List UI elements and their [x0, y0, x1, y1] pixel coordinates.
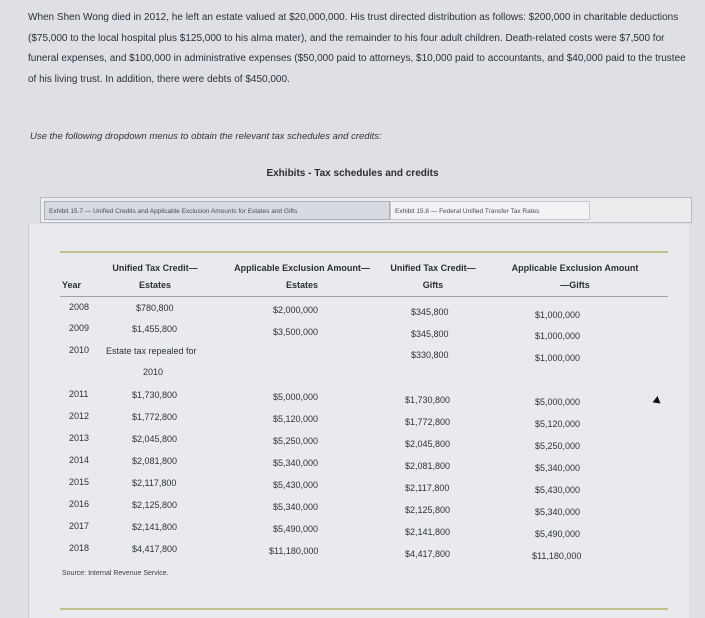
- table-cell-credit-estates: $4,417,800: [132, 544, 178, 554]
- table-cell-credit-gifts: $345,800: [411, 307, 449, 317]
- table-cell-exclusion-gifts: $5,000,000: [535, 397, 581, 407]
- table-cell-credit-estates-continued: 2010: [143, 367, 164, 377]
- table-cell-credit-estates: $2,117,800: [132, 478, 177, 488]
- table-cell-year: 2010: [69, 345, 90, 355]
- table-header-rule: [60, 296, 668, 297]
- table-cell-credit-gifts: $1,730,800: [405, 395, 451, 405]
- table-source-note: Source: Internal Revenue Service.: [62, 570, 169, 577]
- instruction-text: Use the following dropdown menus to obtain the relevant tax schedules and credits:: [30, 131, 382, 142]
- table-cell-exclusion-gifts: $5,340,000: [535, 507, 581, 517]
- header-exclusion-estates-line2: Estates: [285, 280, 319, 290]
- table-cell-credit-estates: $1,730,800: [132, 390, 178, 400]
- tab-exhibit-15-8[interactable]: Exhibit 15.8 — Federal Unified Transfer Tax Rates: [390, 201, 590, 220]
- header-year: Year: [62, 280, 82, 290]
- table-cell-credit-gifts: $2,045,800: [405, 439, 451, 449]
- table-cell-credit-gifts: $345,800: [411, 329, 449, 339]
- table-cell-exclusion-gifts: $5,490,000: [535, 529, 581, 539]
- table-top-rule: [60, 251, 668, 253]
- table-cell-exclusion-gifts: $5,430,000: [535, 485, 581, 495]
- table-cell-credit-gifts: $4,417,800: [405, 549, 451, 559]
- header-exclusion-gifts-line2: —Gifts: [560, 280, 590, 290]
- table-cell-exclusion-gifts: $1,000,000: [535, 331, 581, 341]
- header-credit-gifts-line2: Gifts: [422, 280, 444, 290]
- mouse-cursor-icon: [653, 395, 662, 403]
- table-cell-credit-gifts: $330,800: [411, 350, 449, 360]
- header-exclusion-estates-line1: Applicable Exclusion Amount—: [234, 263, 370, 273]
- table-cell-credit-gifts: $2,081,800: [405, 461, 451, 471]
- table-cell-year: 2015: [69, 477, 90, 487]
- table-cell-exclusion-gifts: $11,180,000: [532, 551, 582, 561]
- table-cell-credit-estates: $2,141,800: [132, 522, 178, 532]
- table-cell-exclusion-estates: $5,250,000: [273, 436, 319, 446]
- table-cell-year: 2014: [69, 455, 90, 465]
- table-cell-year: 2009: [69, 323, 90, 333]
- table-cell-exclusion-gifts: $1,000,000: [535, 353, 581, 363]
- tab-exhibit-15-7[interactable]: Exhibit 15.7 — Unified Credits and Applicable Exclusion Amounts for Estates and Gifts: [44, 201, 390, 220]
- table-cell-credit-gifts: $2,141,800: [405, 527, 451, 537]
- table-cell-exclusion-gifts: $5,250,000: [535, 441, 581, 451]
- table-cell-year: 2018: [69, 543, 90, 553]
- table-cell-exclusion-estates: $11,180,000: [269, 546, 319, 556]
- exhibit-tabs: [40, 197, 692, 223]
- table-cell-exclusion-estates: $2,000,000: [273, 305, 319, 315]
- table-cell-credit-estates: $2,125,800: [132, 500, 178, 510]
- table-cell-exclusion-estates: $5,340,000: [273, 458, 319, 468]
- table-cell-year: 2013: [69, 433, 90, 443]
- table-cell-exclusion-estates: $5,000,000: [273, 392, 319, 402]
- table-cell-exclusion-gifts: $5,120,000: [535, 419, 581, 429]
- table-cell-credit-estates: $1,455,800: [132, 324, 178, 334]
- table-cell-credit-estates: $2,045,800: [132, 434, 178, 444]
- table-cell-exclusion-estates: $5,430,000: [273, 480, 319, 490]
- header-credit-estates-line1: Unified Tax Credit—: [112, 263, 198, 273]
- table-cell-year: 2016: [69, 499, 90, 509]
- table-cell-credit-gifts: $2,125,800: [405, 505, 451, 515]
- table-cell-credit-estates: $2,081,800: [132, 456, 178, 466]
- table-cell-credit-estates: $1,772,800: [132, 412, 178, 422]
- table-cell-credit-gifts: $1,772,800: [405, 417, 451, 427]
- header-exclusion-gifts-line1: Applicable Exclusion Amount: [511, 263, 639, 273]
- table-cell-exclusion-estates: $5,490,000: [273, 524, 319, 534]
- header-credit-gifts-line1: Unified Tax Credit—: [390, 263, 476, 273]
- table-cell-credit-estates: $780,800: [136, 303, 174, 313]
- exhibit-panel: [28, 224, 689, 618]
- exhibits-title: Exhibits - Tax schedules and credits: [266, 168, 439, 179]
- table-cell-exclusion-estates: $3,500,000: [273, 327, 319, 337]
- table-cell-exclusion-gifts: $5,340,000: [535, 463, 581, 473]
- table-cell-credit-gifts: $2,117,800: [405, 483, 450, 493]
- table-cell-year: 2008: [69, 302, 90, 312]
- table-cell-exclusion-estates: $5,340,000: [273, 502, 319, 512]
- table-cell-year: 2017: [69, 521, 90, 531]
- table-cell-exclusion-estates: $5,120,000: [273, 414, 319, 424]
- table-cell-year: 2012: [69, 411, 90, 421]
- problem-statement: When Shen Wong died in 2012, he left an estate valued at $20,000,000. His trust directed distribution as follows: $200,000 in charitable deductions ($75,000 to the local hospital plus $125,000 to his alma mater), and the remainder to his four adult children. Death-related costs were $7,500 for funeral expenses, and $100,000 in administrative expenses ($50,000 paid to attorneys, $10,000 paid to accountants, and $40,000 paid to the trustee of his living trust. In addition, there were debts of $450,000.: [28, 12, 686, 85]
- table-cell-year: 2011: [69, 389, 89, 399]
- table-cell-credit-estates: Estate tax repealed for: [106, 346, 197, 356]
- table-cell-exclusion-gifts: $1,000,000: [535, 310, 581, 320]
- table-bottom-rule: [60, 608, 668, 610]
- header-credit-estates-line2: Estates: [138, 280, 172, 290]
